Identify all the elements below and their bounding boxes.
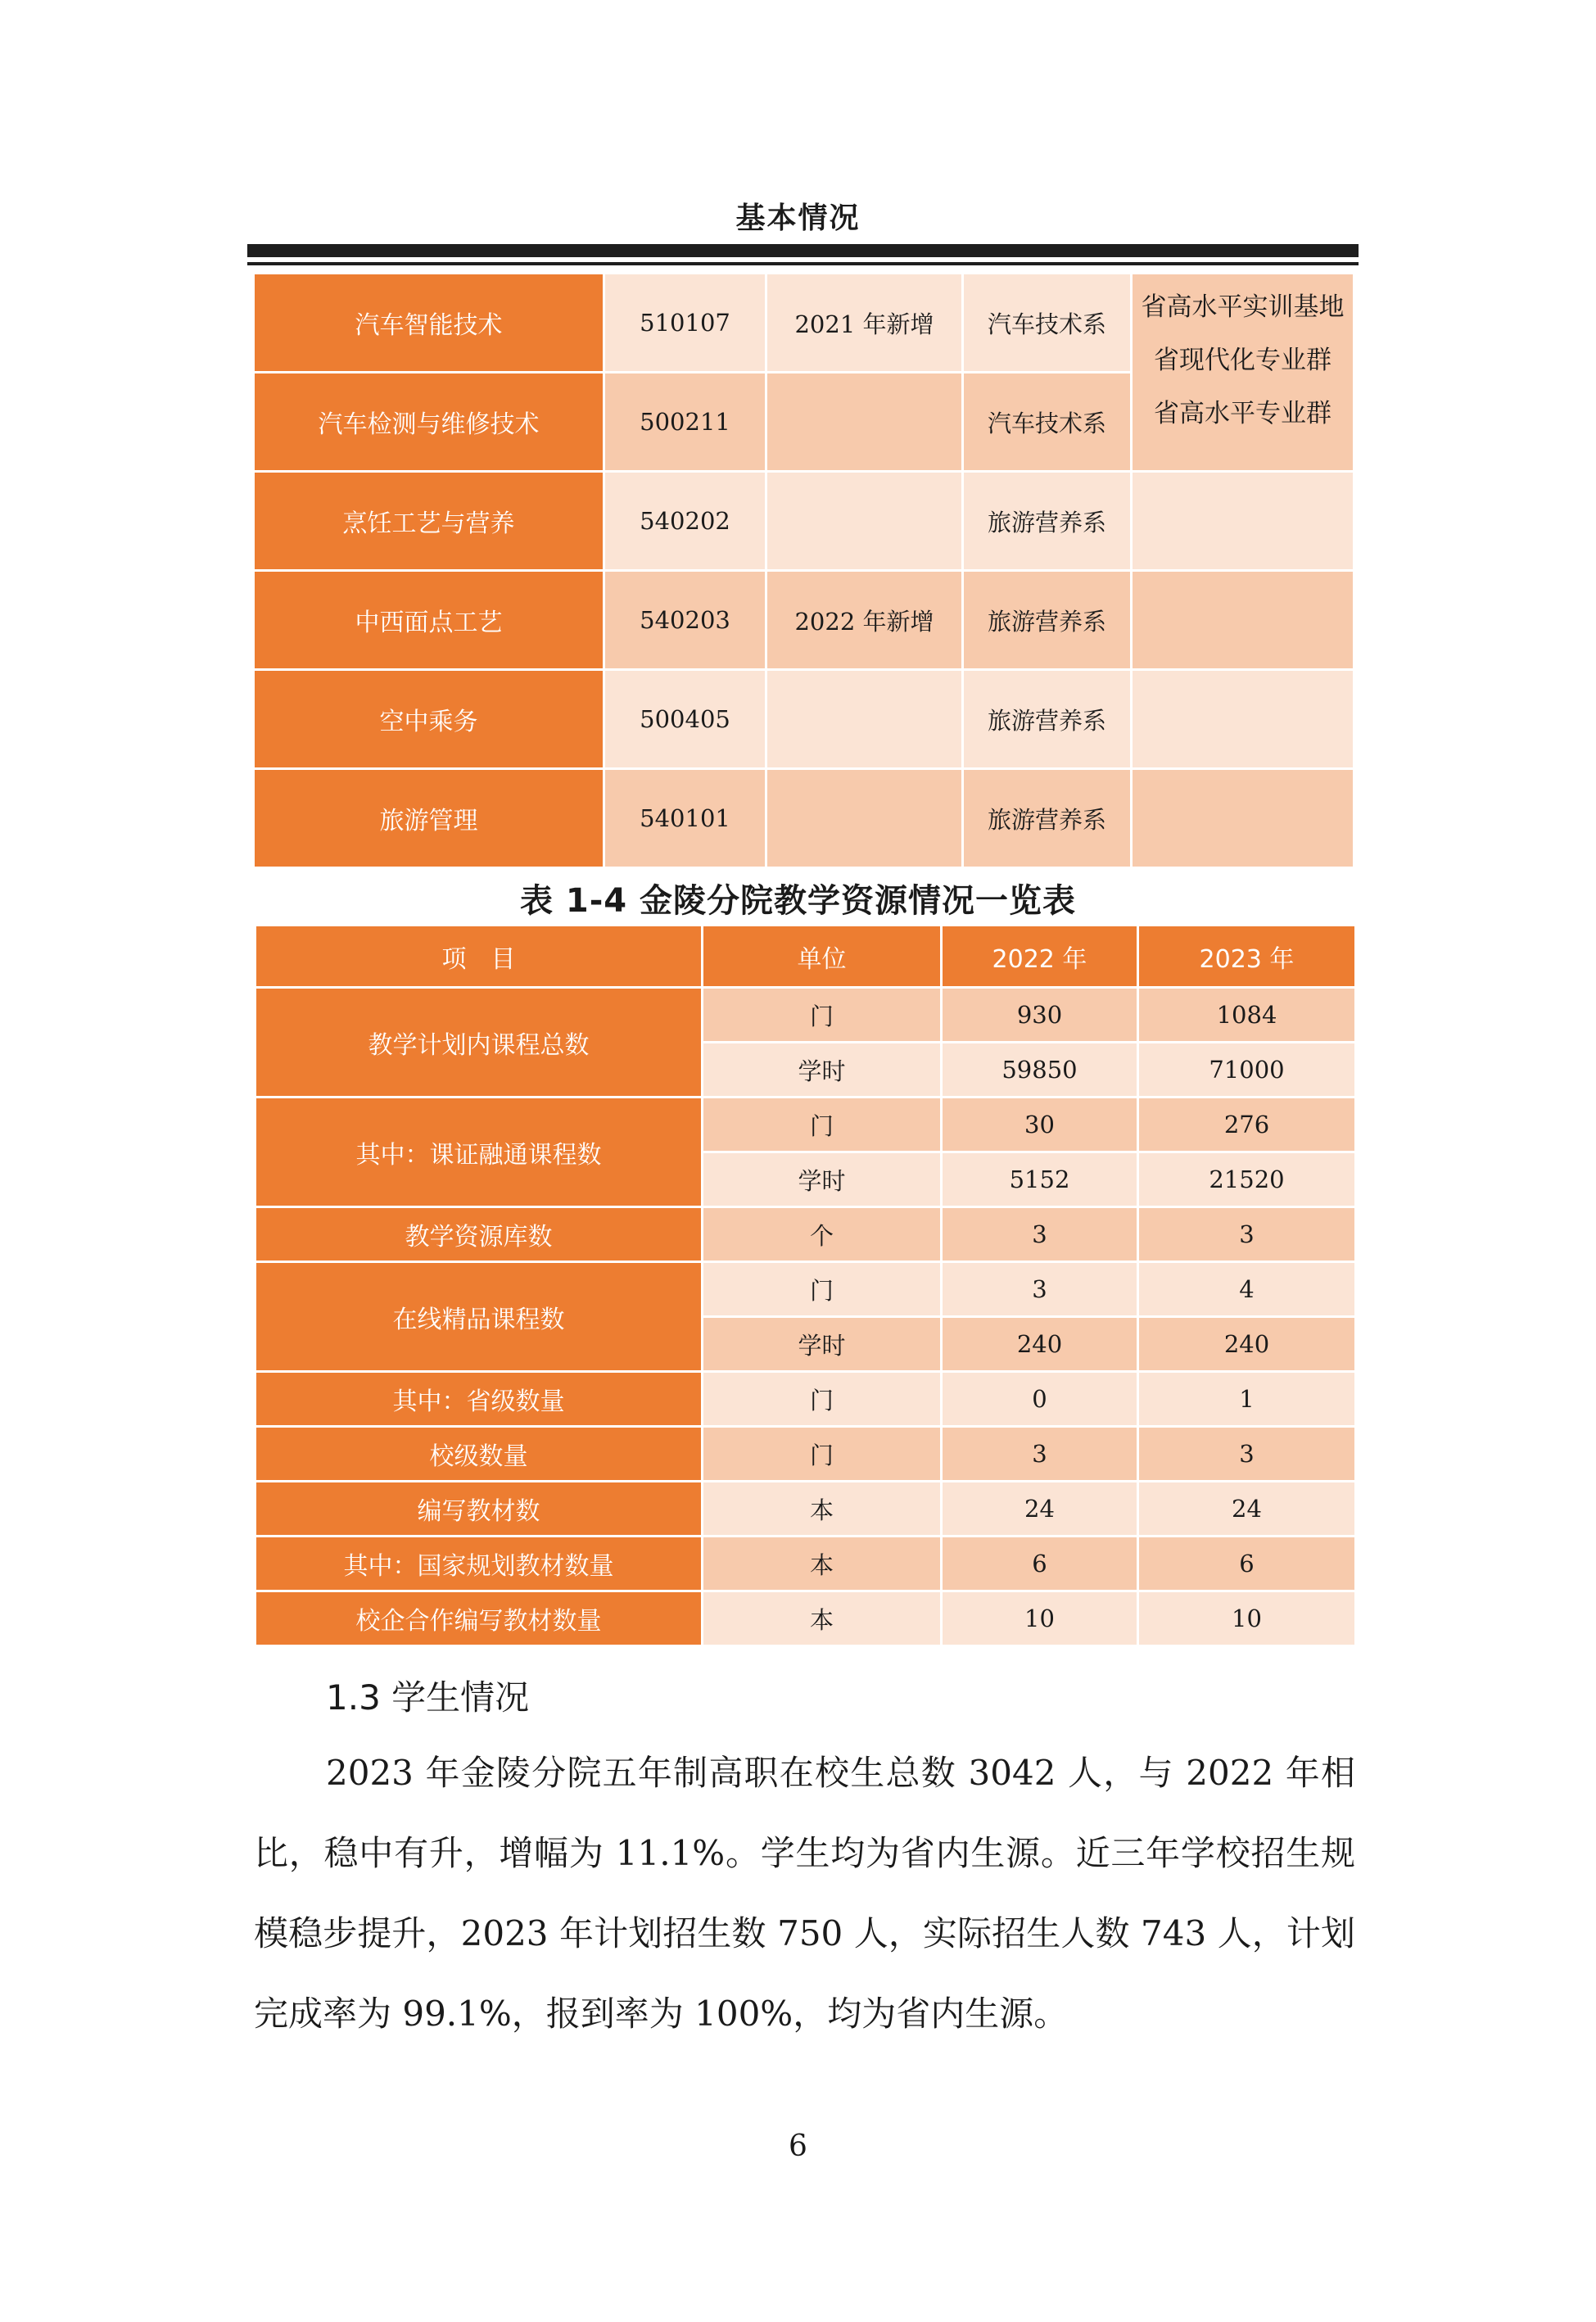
row-unit: 本 [703,1591,942,1646]
resources-table [254,924,1357,1647]
major-note [766,769,963,868]
table-row [255,1591,1356,1646]
major-honors-cell [1132,670,1354,769]
major-note: 2022 年新增 [766,571,963,670]
column-header-unit: 单位 [703,926,942,988]
row-value-2022: 240 [942,1317,1138,1372]
row-value-2022: 0 [942,1372,1138,1427]
row-item: 编写教材数 [255,1482,703,1537]
major-note [766,670,963,769]
major-name: 汽车检测与维修技术 [254,373,604,472]
row-value-2023: 4 [1138,1262,1356,1317]
running-header-title: 基本情况 [735,201,861,235]
row-item: 教学计划内课程总数 [255,988,703,1098]
major-honors-cell [1132,769,1354,868]
major-code: 540101 [604,769,766,868]
major-dept: 旅游营养系 [963,472,1132,571]
table-row [254,274,1354,373]
row-unit: 门 [703,988,942,1043]
row-value-2022: 3 [942,1427,1138,1482]
table-row [255,1207,1356,1262]
row-unit: 门 [703,1372,942,1427]
row-value-2022: 6 [942,1537,1138,1591]
row-unit: 学时 [703,1317,942,1372]
row-value-2023: 240 [1138,1317,1356,1372]
table-row [255,1537,1356,1591]
table-row [255,988,1356,1043]
table-row [255,1482,1356,1537]
column-header-2022: 2022 年 [942,926,1138,988]
row-item: 在线精品课程数 [255,1262,703,1372]
row-value-2023: 276 [1138,1098,1356,1152]
row-value-2022: 10 [942,1591,1138,1646]
row-unit: 个 [703,1207,942,1262]
row-value-2023: 21520 [1138,1152,1356,1207]
major-code: 500211 [604,373,766,472]
body-paragraph: 2023 年金陵分院五年制高职在校生总数 3042 人，与 2022 年相比，稳中有升，增幅为 11.1%。学生均为省内生源。近三年学校招生规模稳步提升，2023 年计划招生数 750 人，实际招生人数 743 人，计划完成率为 99.1%，报到率为 100%，均为省内生源。 [254,1753,1355,2034]
row-value-2022: 3 [942,1262,1138,1317]
row-unit: 学时 [703,1043,942,1098]
row-value-2023: 1 [1138,1372,1356,1427]
major-name: 空中乘务 [254,670,604,769]
row-unit: 本 [703,1482,942,1537]
major-code: 540202 [604,472,766,571]
row-item: 校级数量 [255,1427,703,1482]
major-note: 2021 年新增 [766,274,963,373]
row-item: 其中：课证融通课程数 [255,1098,703,1207]
row-item: 教学资源库数 [255,1207,703,1262]
row-item: 其中：省级数量 [255,1372,703,1427]
row-value-2023: 1084 [1138,988,1356,1043]
table-header-row [255,926,1356,988]
row-value-2023: 3 [1138,1207,1356,1262]
table-row [255,1262,1356,1317]
row-unit: 门 [703,1098,942,1152]
column-header-item: 项 目 [255,926,703,988]
row-item: 其中：国家规划教材数量 [255,1537,703,1591]
row-unit: 门 [703,1427,942,1482]
table-row [255,1098,1356,1152]
table-row [255,1427,1356,1482]
table-row [254,769,1354,868]
row-value-2023: 10 [1138,1591,1356,1646]
row-unit: 本 [703,1537,942,1591]
table-row [254,670,1354,769]
row-value-2023: 6 [1138,1537,1356,1591]
major-honors-cell [1132,571,1354,670]
row-value-2023: 24 [1138,1482,1356,1537]
page-number: 6 [789,2130,807,2163]
table-row [254,571,1354,670]
major-name: 中西面点工艺 [254,571,604,670]
honor-item: 省高水平实训基地 [1141,292,1345,322]
row-value-2022: 30 [942,1098,1138,1152]
major-dept: 旅游营养系 [963,571,1132,670]
major-name: 烹饪工艺与营养 [254,472,604,571]
table-row [254,472,1354,571]
table-row [255,1372,1356,1427]
major-honors-cell [1132,472,1354,571]
column-header-2023: 2023 年 [1138,926,1356,988]
major-code: 500405 [604,670,766,769]
major-honors-cell [1132,274,1354,472]
major-code: 540203 [604,571,766,670]
major-dept: 汽车技术系 [963,373,1132,472]
row-unit: 门 [703,1262,942,1317]
major-name: 旅游管理 [254,769,604,868]
majors-table [252,272,1355,869]
major-note [766,373,963,472]
honor-item: 省现代化专业群 [1154,346,1332,375]
row-item: 校企合作编写教材数量 [255,1591,703,1646]
honor-item: 省高水平专业群 [1154,399,1332,428]
row-unit: 学时 [703,1152,942,1207]
major-note [766,472,963,571]
section-heading: 1.3 学生情况 [326,1677,530,1718]
row-value-2023: 3 [1138,1427,1356,1482]
row-value-2022: 3 [942,1207,1138,1262]
major-name: 汽车智能技术 [254,274,604,373]
major-dept: 旅游营养系 [963,769,1132,868]
table-caption: 表 1-4 金陵分院教学资源情况一览表 [519,882,1077,920]
major-dept: 汽车技术系 [963,274,1132,373]
major-dept: 旅游营养系 [963,670,1132,769]
row-value-2022: 59850 [942,1043,1138,1098]
row-value-2023: 71000 [1138,1043,1356,1098]
header-rule-thin [247,262,1359,265]
row-value-2022: 5152 [942,1152,1138,1207]
header-rule-thick [247,244,1359,257]
major-code: 510107 [604,274,766,373]
row-value-2022: 930 [942,988,1138,1043]
row-value-2022: 24 [942,1482,1138,1537]
